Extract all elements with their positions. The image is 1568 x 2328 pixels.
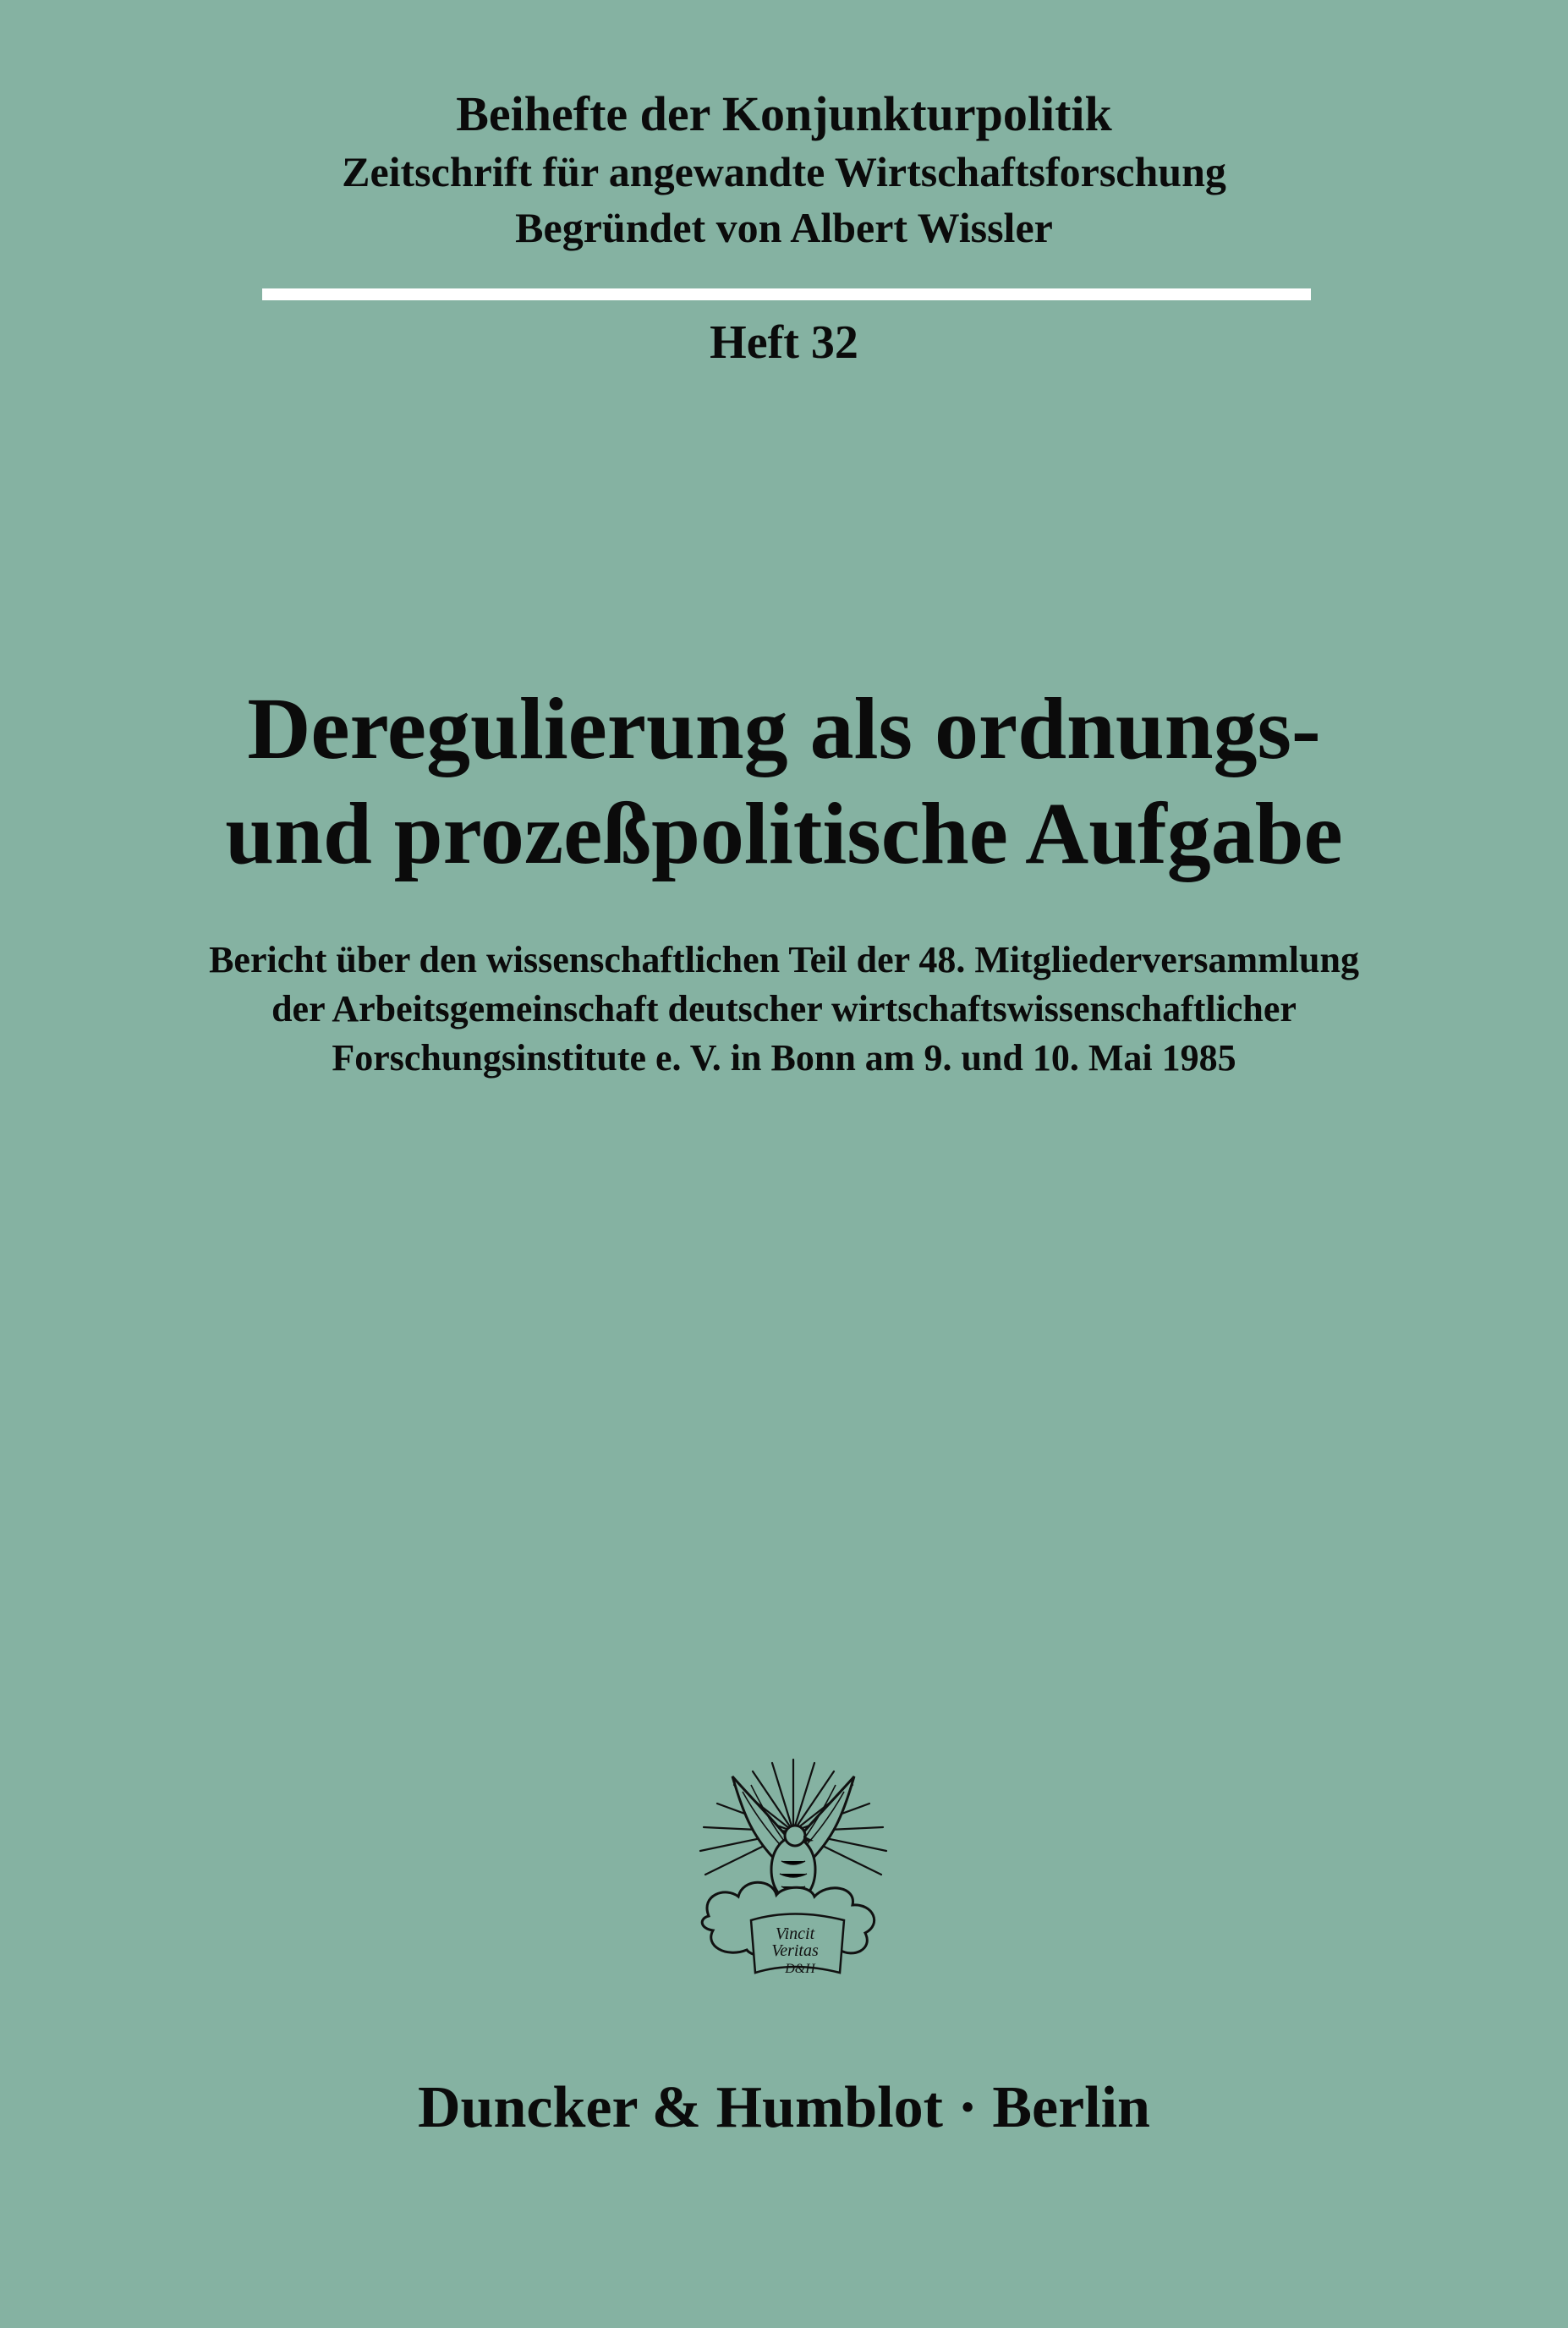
report-line-3: Forschungsinstitute e. V. in Bonn am 9. und 10. Mai 1985 xyxy=(332,1037,1236,1079)
book-title xyxy=(0,677,1568,887)
logo-motto-line-1: Vincit xyxy=(775,1924,815,1943)
logo-motto-line-2: Veritas xyxy=(771,1941,819,1960)
report-line-1: Bericht über den wissenschaftlichen Teil der 48. Mitgliederversammlung xyxy=(209,939,1359,980)
series-title: Beihefte der Konjunkturpolitik xyxy=(456,86,1112,141)
series-founder: Begründet von Albert Wissler xyxy=(515,204,1053,251)
report-description xyxy=(0,936,1568,1083)
report-line-2: der Arbeitsgemeinschaft deutscher wirtschaftswissenschaftlicher xyxy=(271,988,1297,1029)
issue-number: Heft 32 xyxy=(710,316,858,369)
book-title-line-1: Deregulierung als ordnungs- xyxy=(247,680,1321,777)
eagle-publisher-mark-icon xyxy=(692,1751,895,1988)
book-title-line-2: und prozeßpolitische Aufgabe xyxy=(225,785,1343,882)
logo-motto-line-3: D&H xyxy=(785,1962,815,1976)
series-subtitle: Zeitschrift für angewandte Wirtschaftsforschung xyxy=(342,148,1226,195)
series-header xyxy=(0,85,1568,255)
publisher-imprint: Duncker & Humblot · Berlin xyxy=(418,2075,1150,2140)
header-divider xyxy=(262,288,1311,300)
